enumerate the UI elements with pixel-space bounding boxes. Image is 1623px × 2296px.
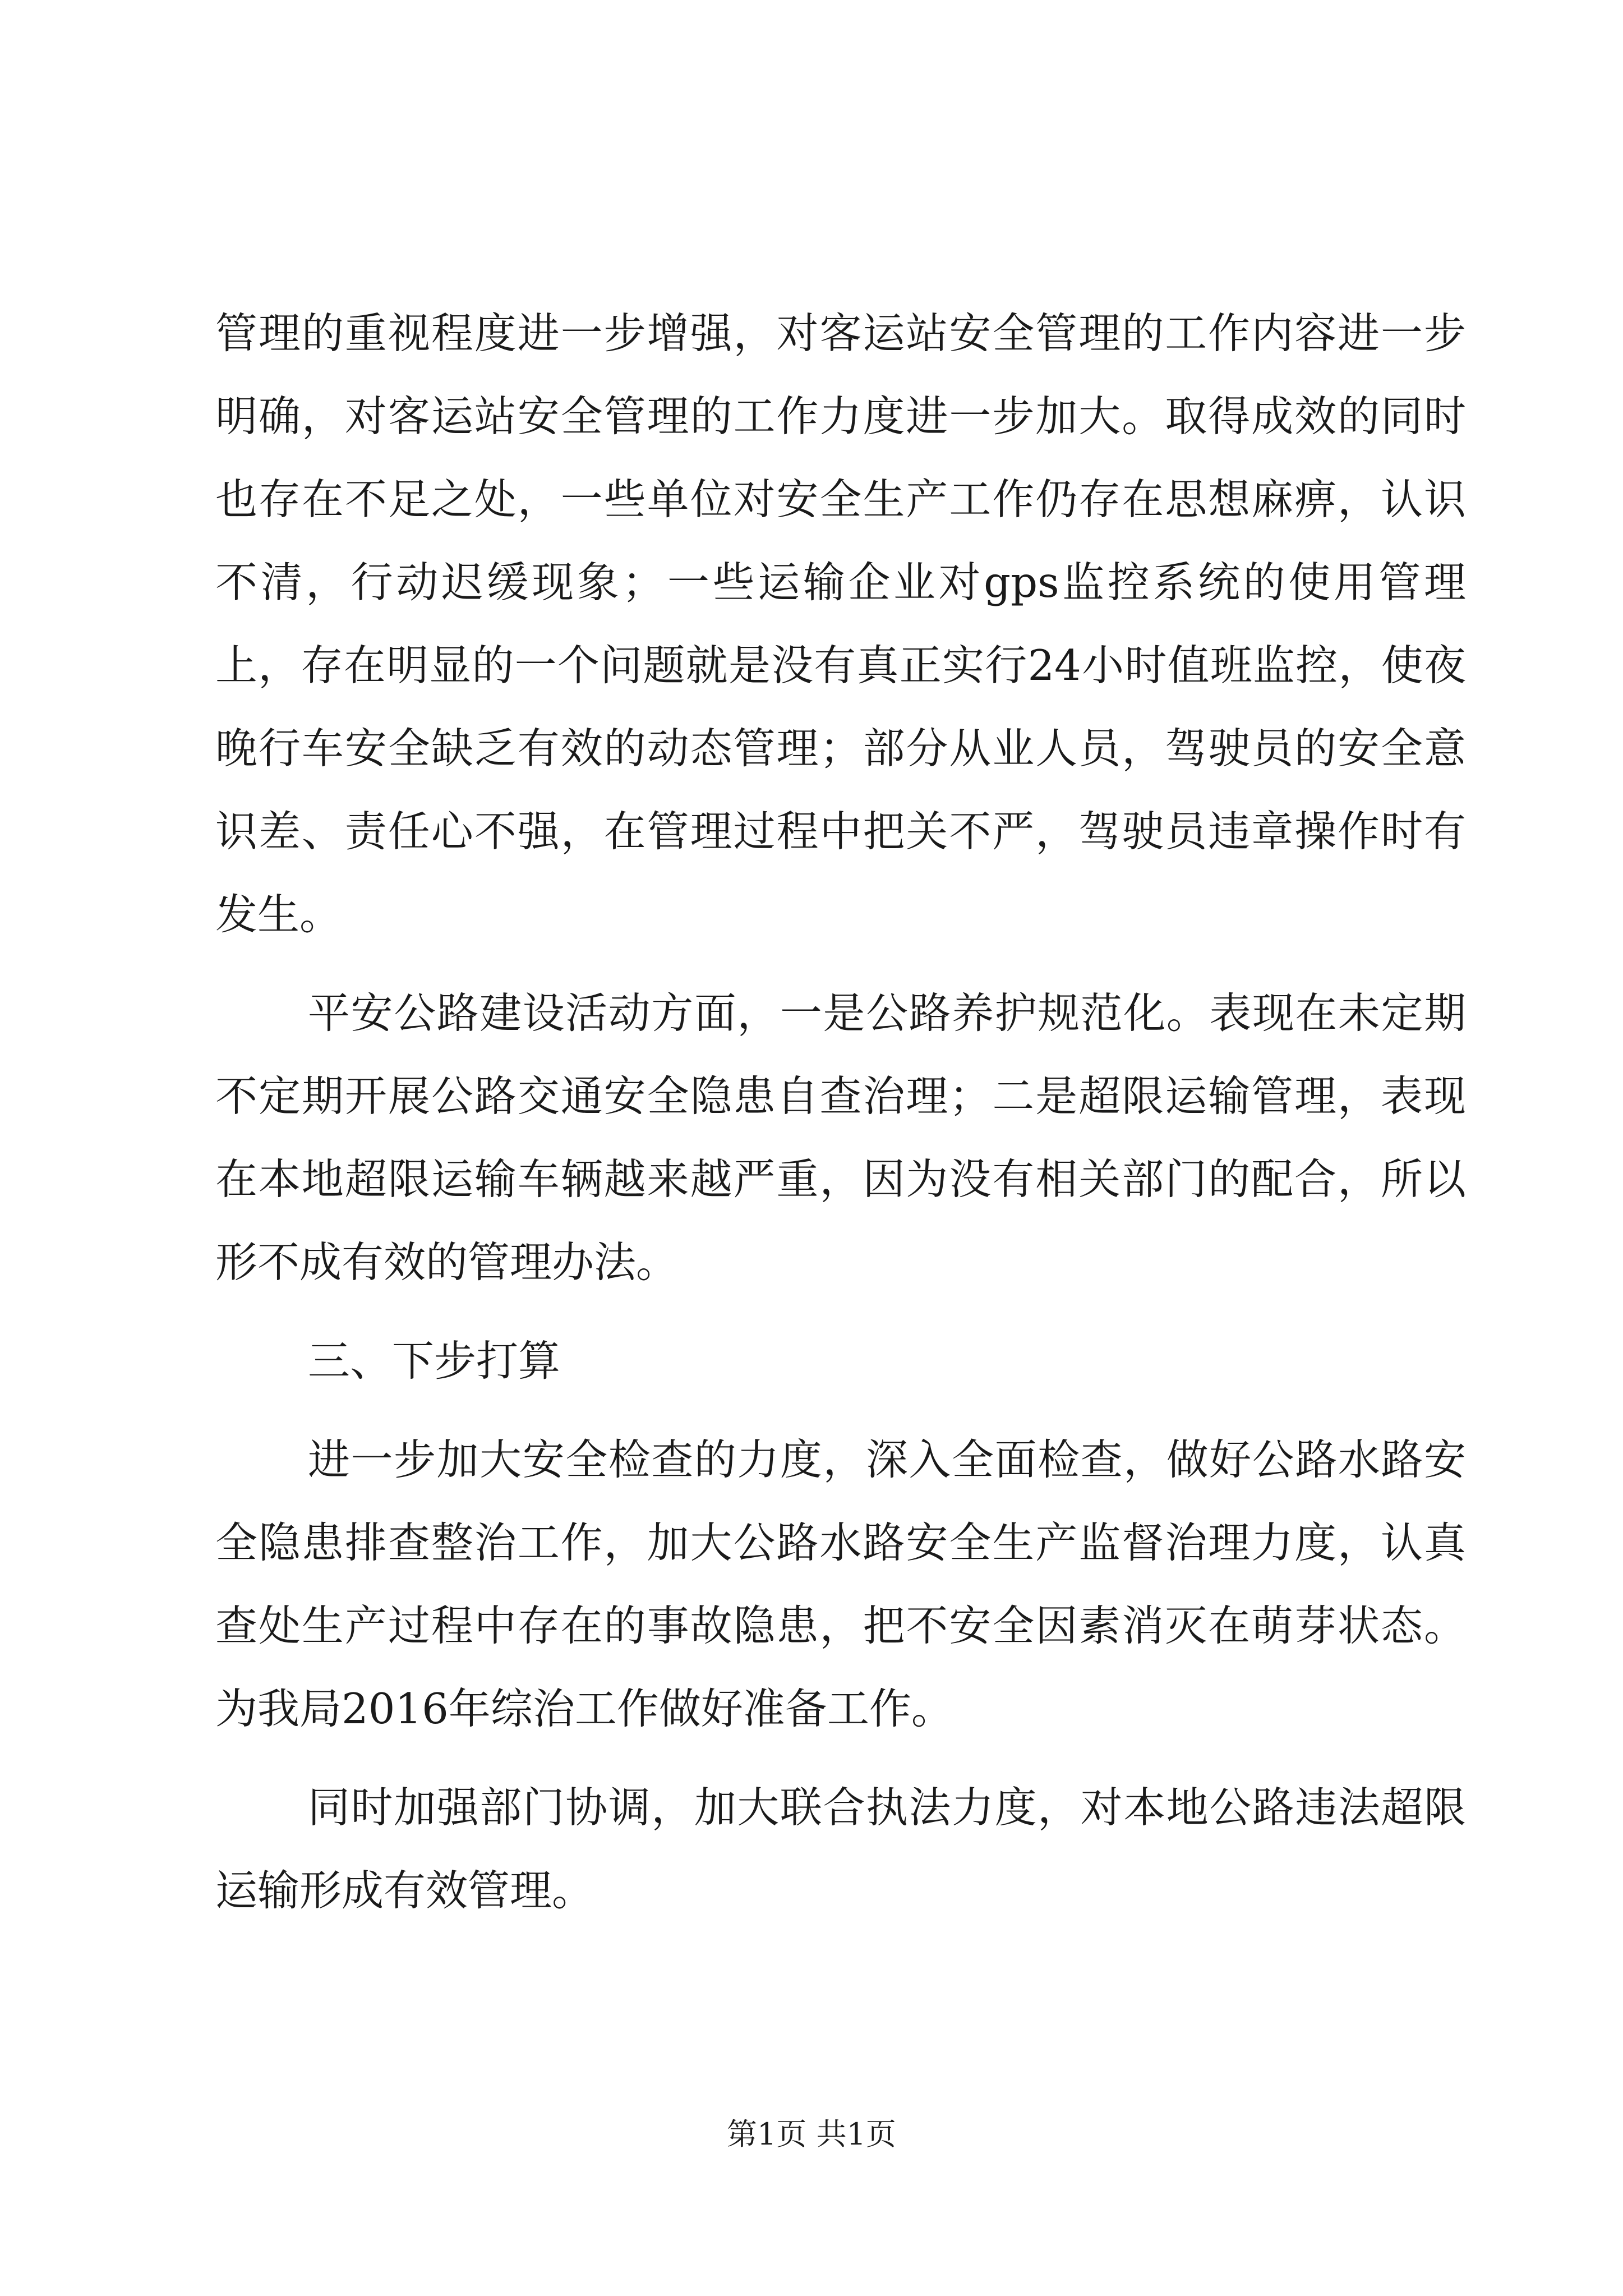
page-number-footer: 第1页 共1页 — [727, 2116, 896, 2152]
paragraph-continuation: 管理的重视程度进一步增强，对客运站安全管理的工作内容进一步明确，对客运站安全管理的工作力度进一步加大。取得成效的同时也存在不足之处，一些单位对安全生产工作仍存在思想麻痹，认识不清，行动迟缓现象；一些运输企业对gps监控系统的使用管理上，存在明显的一个问题就是没有真正实行24小时值班监控，使夜晚行车安全缺乏有效的动态管理；部分从业人员，驾驶员的安全意识差、责任心不强，在管理过程中把关不严，驾驶员违章操作时有发生。 — [215, 309, 1466, 939]
document-body — [215, 292, 1466, 1948]
paragraph-coordination: 同时加强部门协调，加大联合执法力度，对本地公路违法超限运输形成有效管理。 — [215, 1783, 1466, 1915]
paragraph-inspection: 进一步加大安全检查的力度，深入全面检查，做好公路水路安全隐患排查整治工作，加大公路水路安全生产监督治理力度，认真查处生产过程中存在的事故隐患，把不安全因素消灭在萌芽状态。为我局2016年综治工作做好准备工作。 — [215, 1435, 1466, 1733]
paragraph-safe-highway: 平安公路建设活动方面，一是公路养护规范化。表现在未定期不定期开展公路交通安全隐患自查治理；二是超限运输管理，表现在本地超限运输车辆越来越严重，因为没有相关部门的配合，所以形不成有效的管理办法。 — [215, 988, 1466, 1287]
section-heading-next-steps: 三、下步打算 — [308, 1336, 561, 1386]
